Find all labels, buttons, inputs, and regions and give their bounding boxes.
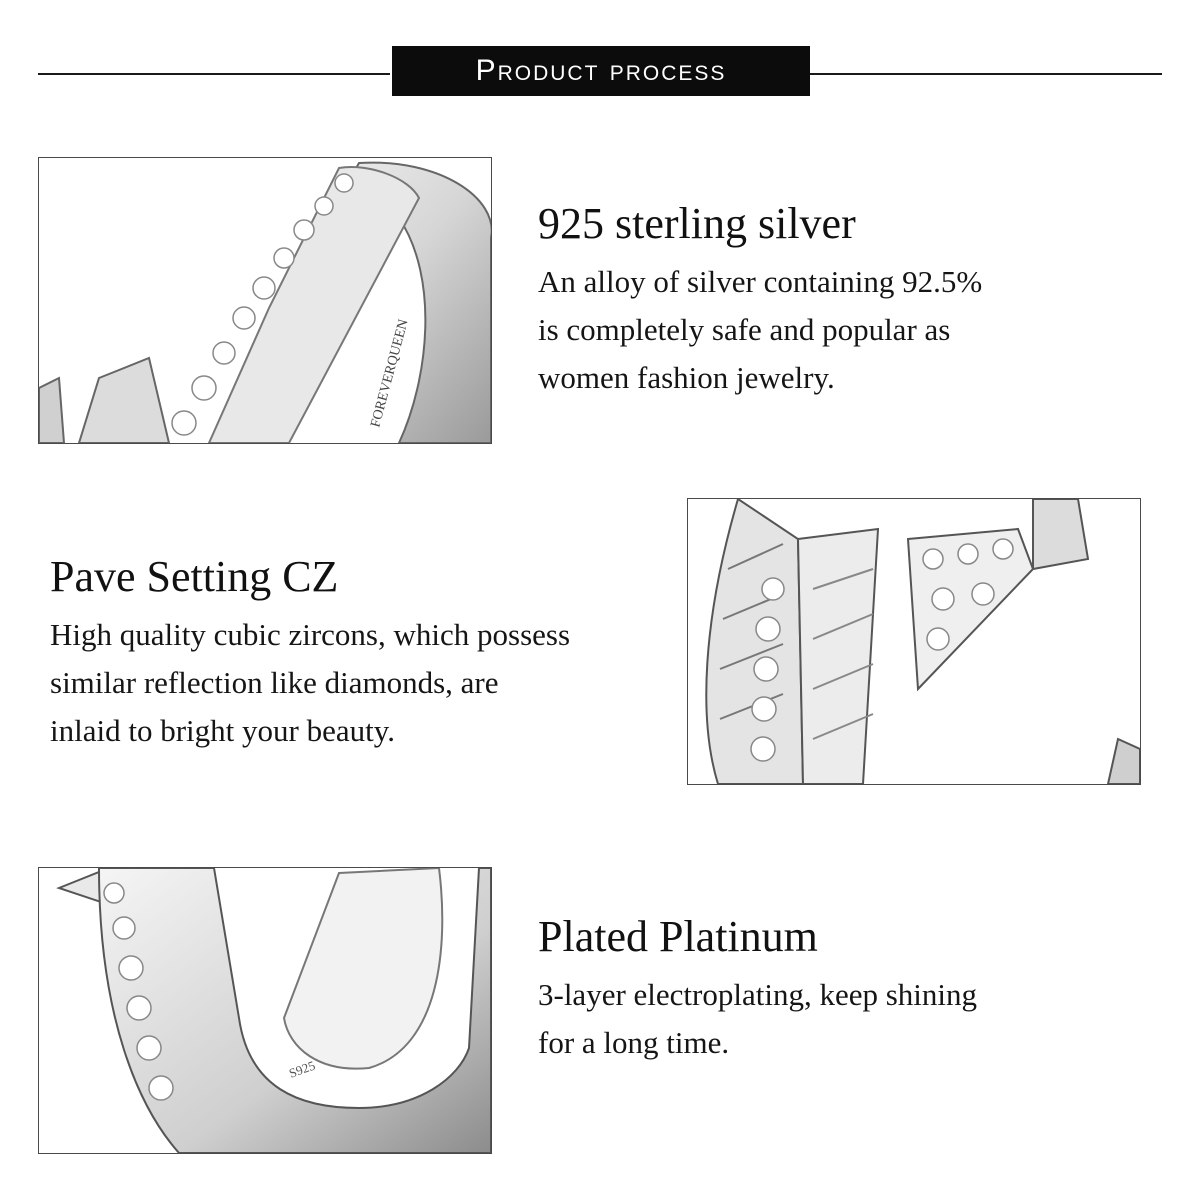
feature-plated-platinum: [538, 911, 977, 1067]
feature-pave-setting: [50, 551, 570, 755]
header-rule-left: [38, 73, 390, 75]
ring-shank-closeup-icon: [39, 868, 491, 1153]
feature-line: for a long time.: [538, 1025, 730, 1060]
arrow-ring-tips-icon: [688, 499, 1140, 784]
feature-title: Plated Platinum: [538, 912, 818, 961]
svg-text:S925: S925: [286, 1057, 318, 1081]
feature-line: similar reflection like diamonds, are: [50, 665, 499, 700]
ring-engraving: FOREVERQUEEN: [368, 317, 412, 430]
arrow-ring-photo: [687, 498, 1141, 785]
feature-line: women fashion jewelry.: [538, 360, 835, 395]
feature-line: High quality cubic zircons, which possess: [50, 617, 571, 652]
ring-band-photo: [38, 157, 492, 444]
feature-line: inlaid to bright your beauty.: [50, 713, 395, 748]
feature-line: 3-layer electroplating, keep shining: [538, 977, 978, 1012]
section-header: [392, 46, 810, 96]
ring-band-closeup-icon: [39, 158, 491, 443]
feature-title: 925 sterling silver: [538, 199, 856, 248]
feature-line: An alloy of silver containing 92.5%: [538, 264, 983, 299]
feature-title: Pave Setting CZ: [50, 552, 339, 601]
section-header-title: Product process: [475, 54, 727, 87]
ring-shank-photo: [38, 867, 492, 1154]
feature-sterling-silver: [538, 198, 982, 402]
header-rule-right: [810, 73, 1162, 75]
feature-line: is completely safe and popular as: [538, 312, 951, 347]
